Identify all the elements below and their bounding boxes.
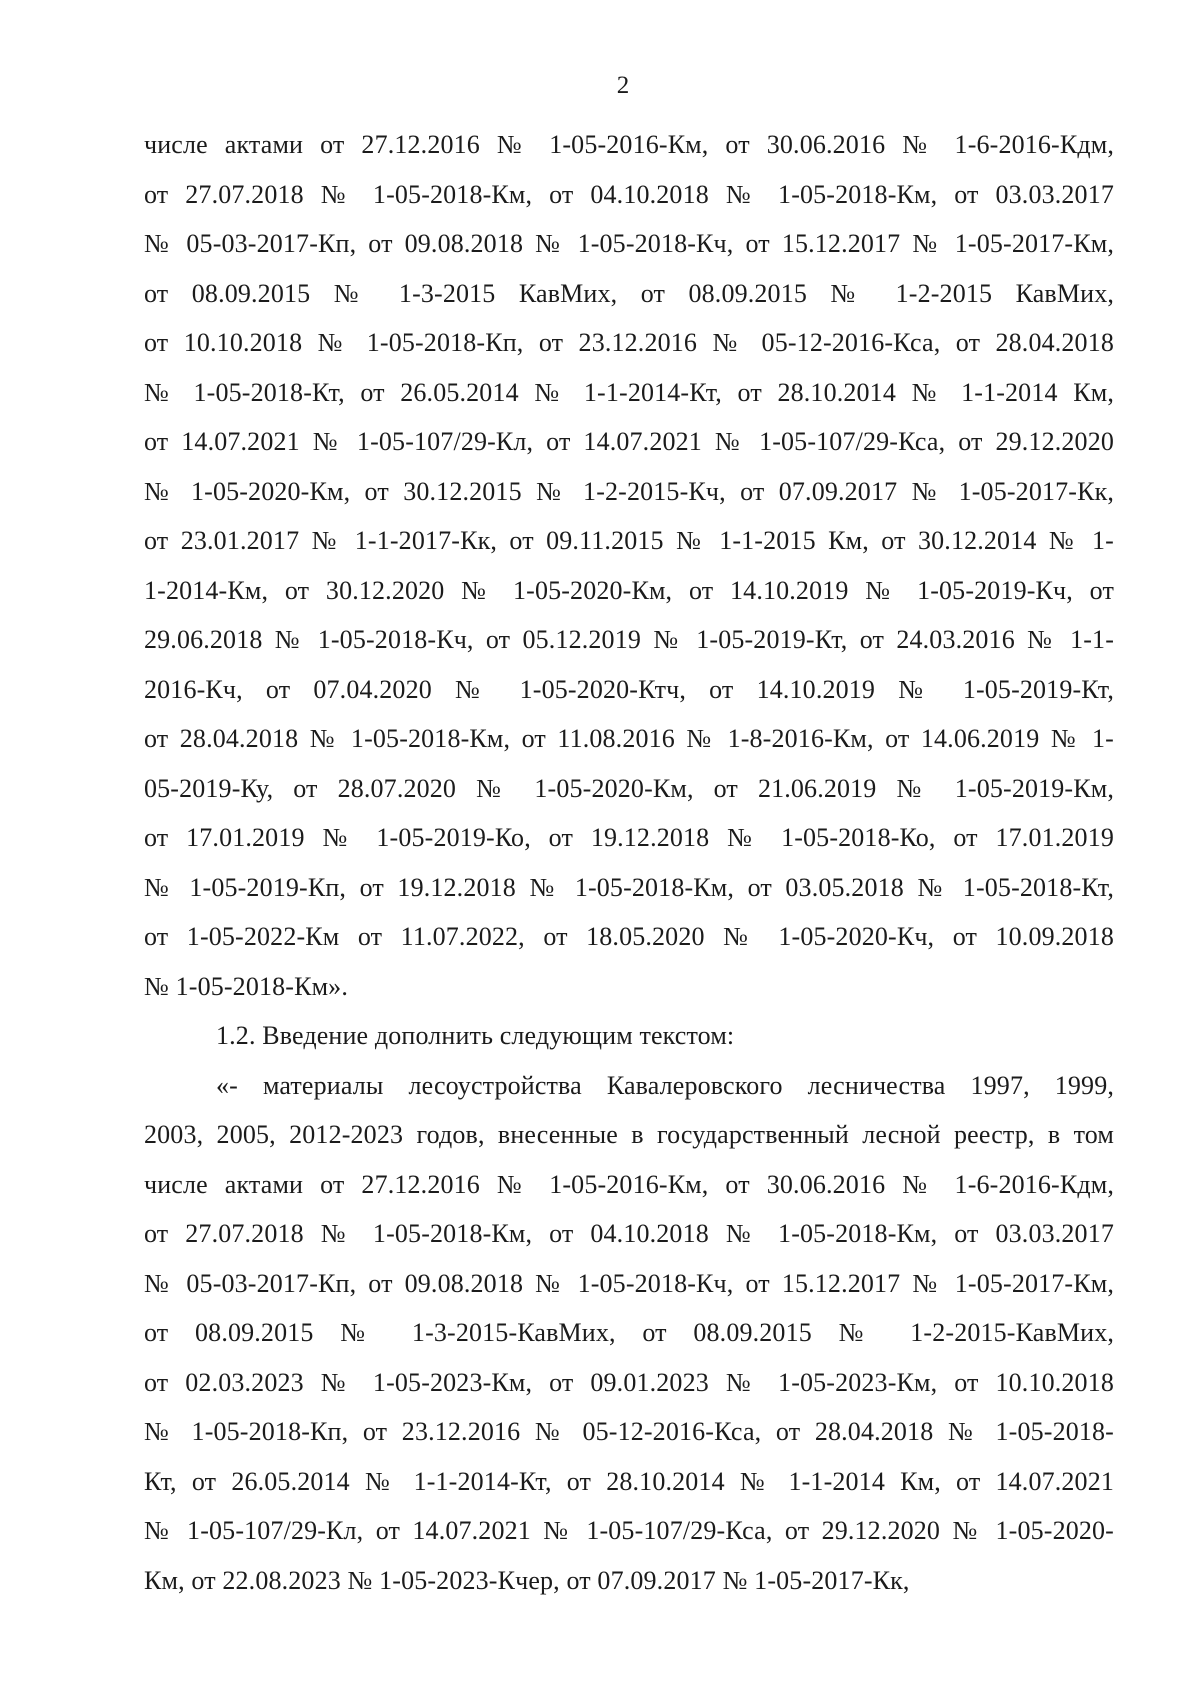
- text-line: 05-2019-Ку, от 28.07.2020 № 1-05-2020-Км, от 21.06.2019 № 1-05-2019-Км,: [144, 773, 1114, 803]
- text-line: от 02.03.2023 № 1-05-2023-Км, от 09.01.2023 № 1-05-2023-Км, от 10.10.2018: [144, 1367, 1114, 1397]
- text-line: № 1-05-2018-Км».: [144, 971, 348, 1001]
- text-line: числе актами от 27.12.2016 № 1-05-2016-Км, от 30.06.2016 № 1-6-2016-Кдм,: [144, 130, 1114, 159]
- text-line: числе актами от 27.12.2016 № 1-05-2016-Км, от 30.06.2016 № 1-6-2016-Кдм,: [144, 1169, 1114, 1199]
- document-body: [144, 120, 1114, 1605]
- text-line: № 1-05-2019-Кп, от 19.12.2018 № 1-05-2018-Км, от 03.05.2018 № 1-05-2018-Кт,: [144, 872, 1114, 902]
- text-line: 1.2. Введение дополнить следующим текстом:: [216, 1021, 735, 1050]
- paragraph: [144, 1061, 1114, 1606]
- text-line: Кт, от 26.05.2014 № 1-1-2014-Кт, от 28.10.2014 № 1-1-2014 Км, от 14.07.2021: [144, 1466, 1114, 1496]
- text-line: 1-2014-Км, от 30.12.2020 № 1-05-2020-Км, от 14.10.2019 № 1-05-2019-Кч, от: [144, 575, 1114, 605]
- text-line: 2016-Кч, от 07.04.2020 № 1-05-2020-Ктч, от 14.10.2019 № 1-05-2019-Кт,: [144, 674, 1114, 704]
- page-number: 2: [616, 72, 630, 99]
- text-line: № 1-05-2018-Кп, от 23.12.2016 № 05-12-2016-Кса, от 28.04.2018 № 1-05-2018-: [144, 1417, 1114, 1446]
- text-line: от 08.09.2015 № 1-3-2015-КавМих, от 08.09.2015 № 1-2-2015-КавМих,: [144, 1318, 1114, 1347]
- text-line: от 27.07.2018 № 1-05-2018-Км, от 04.10.2018 № 1-05-2018-Км, от 03.03.2017: [144, 179, 1114, 209]
- text-line: 2003, 2005, 2012-2023 годов, внесенные в государственный лесной реестр, в том: [144, 1120, 1114, 1149]
- text-line: от 10.10.2018 № 1-05-2018-Кп, от 23.12.2016 № 05-12-2016-Кса, от 28.04.2018: [144, 328, 1114, 357]
- text-line: от 14.07.2021 № 1-05-107/29-Кл, от 14.07.2021 № 1-05-107/29-Кса, от 29.12.2020: [144, 427, 1114, 456]
- text-line: Км, от 22.08.2023 № 1-05-2023-Кчер, от 07.09.2017 № 1-05-2017-Кк,: [144, 1565, 910, 1595]
- text-line: 29.06.2018 № 1-05-2018-Кч, от 05.12.2019 № 1-05-2019-Кт, от 24.03.2016 № 1-1-: [144, 625, 1114, 654]
- text-line: от 08.09.2015 № 1-3-2015 КавМих, от 08.09.2015 № 1-2-2015 КавМих,: [144, 278, 1114, 308]
- text-line: № 1-05-107/29-Кл, от 14.07.2021 № 1-05-107/29-Кса, от 29.12.2020 № 1-05-2020-: [144, 1516, 1114, 1545]
- paragraph: [144, 120, 1114, 1011]
- text-line: № 1-05-2020-Км, от 30.12.2015 № 1-2-2015-Кч, от 07.09.2017 № 1-05-2017-Кк,: [144, 476, 1114, 506]
- text-line: от 17.01.2019 № 1-05-2019-Ко, от 19.12.2018 № 1-05-2018-Ко, от 17.01.2019: [144, 823, 1114, 852]
- text-line: «- материалы лесоустройства Кавалеровского лесничества 1997, 1999,: [216, 1070, 1114, 1100]
- text-line: от 1-05-2022-Км от 11.07.2022, от 18.05.2020 № 1-05-2020-Кч, от 10.09.2018: [144, 922, 1114, 951]
- paragraph: [144, 1011, 1114, 1061]
- text-line: № 05-03-2017-Кп, от 09.08.2018 № 1-05-2018-Кч, от 15.12.2017 № 1-05-2017-Км,: [144, 1268, 1114, 1298]
- text-line: № 05-03-2017-Кп, от 09.08.2018 № 1-05-2018-Кч, от 15.12.2017 № 1-05-2017-Км,: [144, 229, 1114, 258]
- text-line: от 27.07.2018 № 1-05-2018-Км, от 04.10.2018 № 1-05-2018-Км, от 03.03.2017: [144, 1219, 1114, 1248]
- text-line: № 1-05-2018-Кт, от 26.05.2014 № 1-1-2014-Кт, от 28.10.2014 № 1-1-2014 Км,: [144, 377, 1114, 407]
- text-line: от 23.01.2017 № 1-1-2017-Кк, от 09.11.2015 № 1-1-2015 Км, от 30.12.2014 № 1-: [144, 526, 1114, 555]
- text-line: от 28.04.2018 № 1-05-2018-Км, от 11.08.2016 № 1-8-2016-Км, от 14.06.2019 № 1-: [144, 724, 1114, 753]
